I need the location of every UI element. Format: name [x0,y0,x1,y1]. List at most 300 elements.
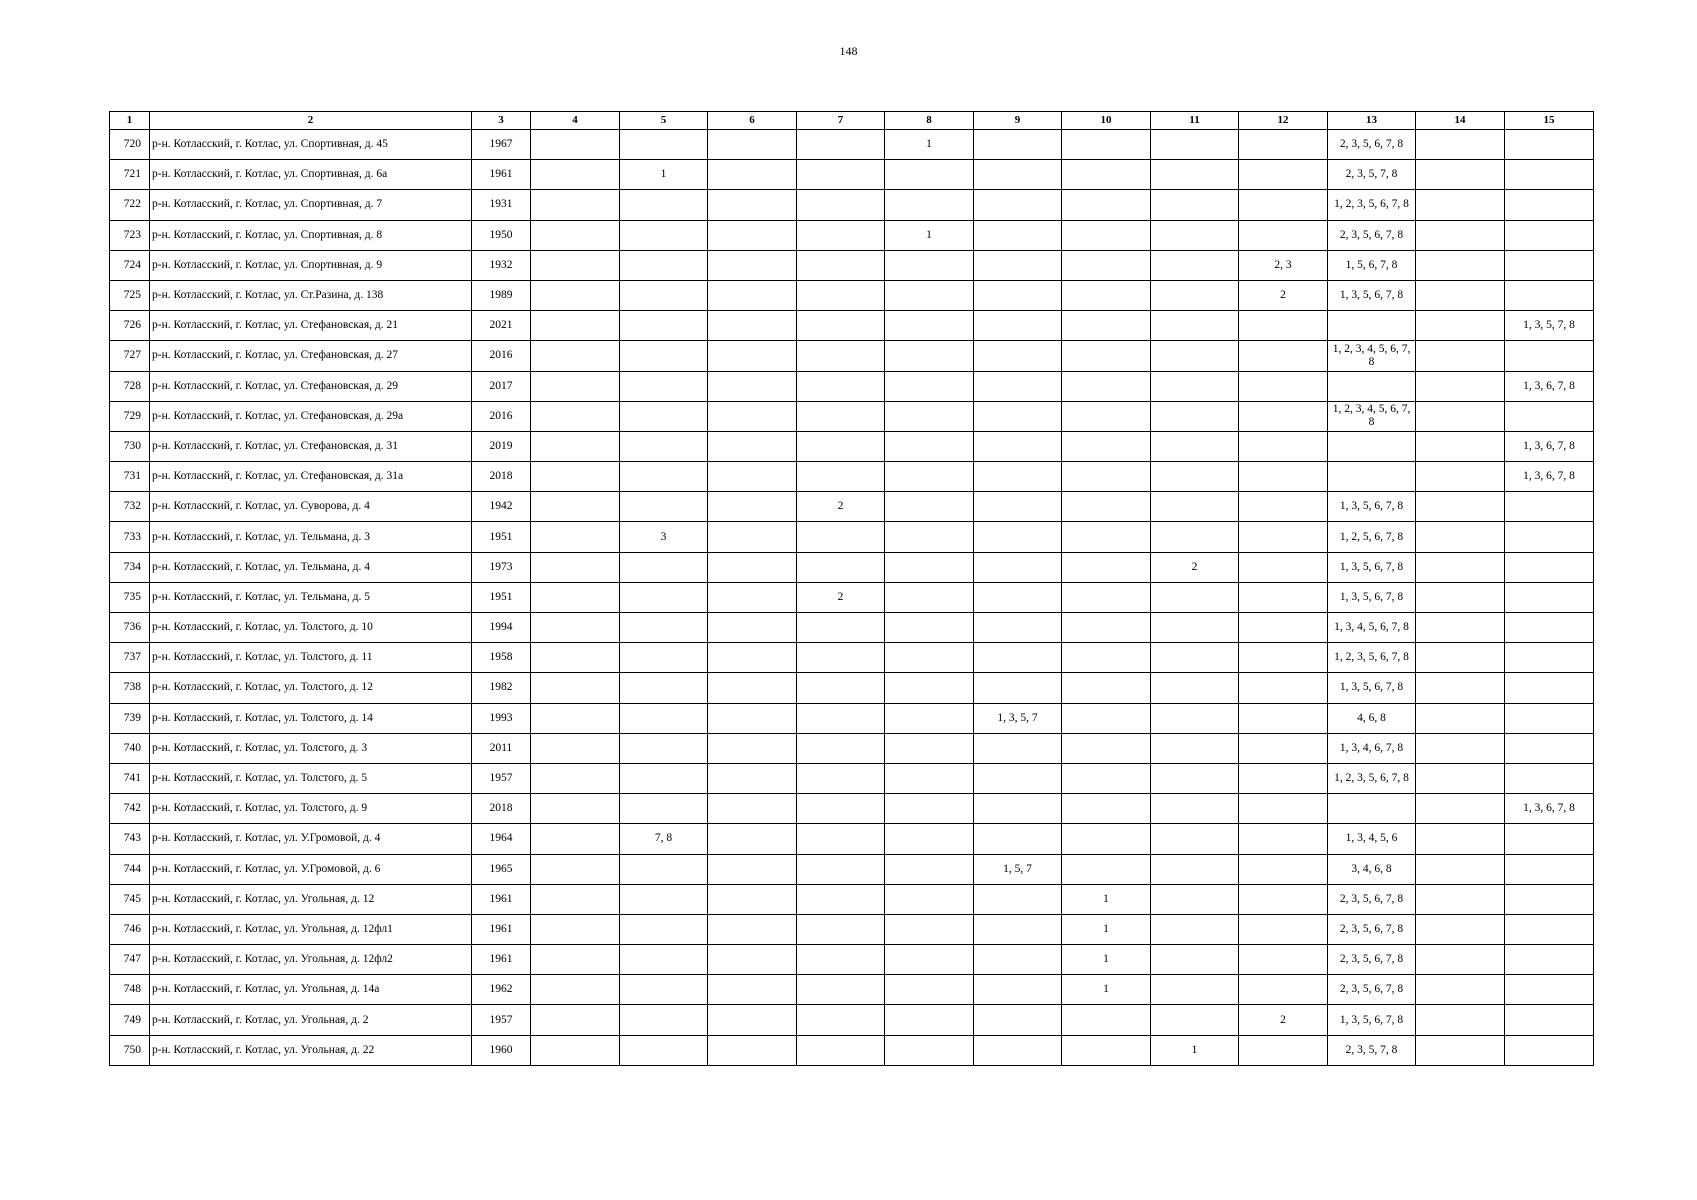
column-4-cell [531,220,620,250]
column-15-cell [1505,492,1594,522]
column-9-cell [974,371,1062,401]
column-10-cell [1062,1035,1151,1065]
column-15-cell [1505,824,1594,854]
row-number-cell: 733 [110,522,150,552]
column-4-cell [531,250,620,280]
column-6-cell [708,673,797,703]
column-7-cell [797,311,885,341]
year-cell: 1993 [472,703,531,733]
table-row [110,613,1594,643]
column-10-cell [1062,1005,1151,1035]
year-cell: 1967 [472,130,531,160]
column-7-cell [797,250,885,280]
year-cell: 1951 [472,522,531,552]
column-14-cell [1416,401,1505,431]
column-5-cell [620,975,708,1005]
column-7-cell [797,1035,885,1065]
row-number-cell: 726 [110,311,150,341]
row-number-cell: 727 [110,341,150,371]
column-9-cell [974,914,1062,944]
year-cell: 1965 [472,854,531,884]
row-number-cell: 723 [110,220,150,250]
column-9-cell [974,884,1062,914]
column-9-cell [974,462,1062,492]
page-number: 148 [839,44,858,58]
column-12-cell [1239,401,1328,431]
table-row [110,190,1594,220]
column-7-cell [797,703,885,733]
column-6-cell [708,220,797,250]
column-header-6: 6 [708,112,797,130]
column-header-13: 13 [1328,112,1416,130]
table-row [110,733,1594,763]
column-header-1: 1 [110,112,150,130]
column-12-cell [1239,763,1328,793]
column-6-cell [708,884,797,914]
row-number-cell: 750 [110,1035,150,1065]
column-4-cell [531,824,620,854]
table-row [110,1005,1594,1035]
column-6-cell [708,130,797,160]
column-11-cell [1151,250,1239,280]
column-11-cell [1151,824,1239,854]
column-4-cell [531,794,620,824]
column-6-cell [708,250,797,280]
column-12-cell [1239,733,1328,763]
column-13-cell: 1, 3, 4, 5, 6, 7, 8 [1328,613,1416,643]
year-cell: 1962 [472,975,531,1005]
column-13-cell: 2, 3, 5, 6, 7, 8 [1328,130,1416,160]
table-row [110,1035,1594,1065]
column-11-cell [1151,733,1239,763]
row-number-cell: 720 [110,130,150,160]
column-12-cell [1239,884,1328,914]
column-5-cell [620,401,708,431]
column-4-cell [531,190,620,220]
column-8-cell [885,1035,974,1065]
year-cell: 1958 [472,643,531,673]
row-number-cell: 728 [110,371,150,401]
column-9-cell [974,794,1062,824]
row-number-cell: 735 [110,582,150,612]
address-cell: р-н. Котласский, г. Котлас, ул. Толстого, д. 9 [150,794,472,824]
column-13-cell: 2, 3, 5, 7, 8 [1328,1035,1416,1065]
address-cell: р-н. Котласский, г. Котлас, ул. Толстого, д. 11 [150,643,472,673]
table-row [110,884,1594,914]
column-10-cell [1062,160,1151,190]
column-10-cell [1062,522,1151,552]
column-11-cell [1151,945,1239,975]
column-7-cell [797,280,885,310]
column-14-cell [1416,250,1505,280]
address-cell: р-н. Котласский, г. Котлас, ул. Спортивная, д. 9 [150,250,472,280]
column-8-cell [885,401,974,431]
column-14-cell [1416,220,1505,250]
year-cell: 1989 [472,280,531,310]
column-6-cell [708,703,797,733]
year-cell: 1957 [472,763,531,793]
header-row [110,112,1594,130]
table-row [110,763,1594,793]
column-12-cell [1239,311,1328,341]
column-12-cell [1239,945,1328,975]
column-9-cell [974,431,1062,461]
column-8-cell: 1 [885,220,974,250]
row-number-cell: 744 [110,854,150,884]
column-5-cell [620,794,708,824]
column-11-cell [1151,130,1239,160]
year-cell: 1957 [472,1005,531,1035]
column-11-cell [1151,462,1239,492]
column-15-cell [1505,945,1594,975]
column-4-cell [531,280,620,310]
column-14-cell [1416,794,1505,824]
column-4-cell [531,341,620,371]
column-9-cell [974,401,1062,431]
year-cell: 1932 [472,250,531,280]
column-15-cell [1505,401,1594,431]
column-11-cell [1151,401,1239,431]
column-14-cell [1416,1005,1505,1035]
table-row [110,914,1594,944]
row-number-cell: 732 [110,492,150,522]
column-13-cell: 2, 3, 5, 6, 7, 8 [1328,914,1416,944]
column-8-cell [885,975,974,1005]
address-cell: р-н. Котласский, г. Котлас, ул. Угольная, д. 12 [150,884,472,914]
column-13-cell: 1, 2, 5, 6, 7, 8 [1328,522,1416,552]
column-5-cell [620,492,708,522]
address-cell: р-н. Котласский, г. Котлас, ул. Суворова, д. 4 [150,492,472,522]
row-number-cell: 721 [110,160,150,190]
column-4-cell [531,311,620,341]
column-9-cell [974,763,1062,793]
column-10-cell [1062,492,1151,522]
column-13-cell [1328,371,1416,401]
column-8-cell [885,341,974,371]
table-row [110,582,1594,612]
housing-register-table [109,111,1594,1066]
column-10-cell [1062,824,1151,854]
column-13-cell: 1, 2, 3, 4, 5, 6, 7, 8 [1328,401,1416,431]
column-9-cell [974,945,1062,975]
column-11-cell [1151,311,1239,341]
column-5-cell [620,462,708,492]
row-number-cell: 746 [110,914,150,944]
column-15-cell [1505,763,1594,793]
column-header-4: 4 [531,112,620,130]
column-10-cell: 1 [1062,884,1151,914]
column-4-cell [531,733,620,763]
table-row [110,492,1594,522]
column-11-cell [1151,914,1239,944]
column-13-cell: 3, 4, 6, 8 [1328,854,1416,884]
column-6-cell [708,914,797,944]
column-14-cell [1416,763,1505,793]
column-12-cell [1239,462,1328,492]
year-cell: 2016 [472,401,531,431]
column-9-cell [974,220,1062,250]
column-13-cell: 1, 2, 3, 5, 6, 7, 8 [1328,643,1416,673]
column-15-cell: 1, 3, 6, 7, 8 [1505,462,1594,492]
column-9-cell: 1, 5, 7 [974,854,1062,884]
column-11-cell [1151,280,1239,310]
column-15-cell [1505,522,1594,552]
column-5-cell [620,763,708,793]
table-row [110,794,1594,824]
address-cell: р-н. Котласский, г. Котлас, ул. Толстого, д. 5 [150,763,472,793]
column-15-cell [1505,130,1594,160]
column-6-cell [708,371,797,401]
column-10-cell [1062,794,1151,824]
column-6-cell [708,733,797,763]
table-row [110,160,1594,190]
column-6-cell [708,1035,797,1065]
column-8-cell [885,884,974,914]
column-15-cell [1505,582,1594,612]
column-8-cell [885,552,974,582]
year-cell: 2019 [472,431,531,461]
column-12-cell [1239,975,1328,1005]
column-9-cell [974,643,1062,673]
column-13-cell [1328,462,1416,492]
column-7-cell [797,975,885,1005]
year-cell: 2017 [472,371,531,401]
column-13-cell [1328,431,1416,461]
column-10-cell [1062,371,1151,401]
column-5-cell: 7, 8 [620,824,708,854]
column-10-cell: 1 [1062,945,1151,975]
column-header-9: 9 [974,112,1062,130]
column-7-cell [797,220,885,250]
column-13-cell: 1, 3, 4, 5, 6 [1328,824,1416,854]
column-6-cell [708,462,797,492]
column-13-cell: 2, 3, 5, 6, 7, 8 [1328,884,1416,914]
column-5-cell [620,220,708,250]
column-12-cell [1239,552,1328,582]
column-14-cell [1416,582,1505,612]
row-number-cell: 730 [110,431,150,461]
column-5-cell [620,280,708,310]
column-13-cell: 2, 3, 5, 6, 7, 8 [1328,945,1416,975]
column-10-cell: 1 [1062,975,1151,1005]
table-row [110,311,1594,341]
column-5-cell [620,311,708,341]
year-cell: 1973 [472,552,531,582]
column-7-cell: 2 [797,492,885,522]
column-6-cell [708,763,797,793]
column-14-cell [1416,673,1505,703]
column-4-cell [531,1005,620,1035]
column-11-cell [1151,854,1239,884]
column-13-cell: 1, 3, 5, 6, 7, 8 [1328,673,1416,703]
column-9-cell: 1, 3, 5, 7 [974,703,1062,733]
column-14-cell [1416,431,1505,461]
table-row [110,945,1594,975]
column-11-cell [1151,613,1239,643]
column-6-cell [708,341,797,371]
year-cell: 1961 [472,160,531,190]
column-5-cell [620,1005,708,1035]
row-number-cell: 731 [110,462,150,492]
column-9-cell [974,552,1062,582]
column-12-cell [1239,130,1328,160]
column-7-cell [797,733,885,763]
column-15-cell [1505,703,1594,733]
column-5-cell: 1 [620,160,708,190]
column-5-cell [620,582,708,612]
column-7-cell [797,884,885,914]
column-13-cell: 2, 3, 5, 6, 7, 8 [1328,220,1416,250]
column-13-cell: 1, 3, 5, 6, 7, 8 [1328,280,1416,310]
table-row [110,522,1594,552]
year-cell: 1961 [472,914,531,944]
table-row [110,371,1594,401]
column-4-cell [531,401,620,431]
column-9-cell [974,130,1062,160]
column-11-cell [1151,160,1239,190]
row-number-cell: 740 [110,733,150,763]
column-15-cell [1505,854,1594,884]
column-12-cell: 2, 3 [1239,250,1328,280]
column-13-cell: 1, 3, 5, 6, 7, 8 [1328,582,1416,612]
column-5-cell [620,1035,708,1065]
address-cell: р-н. Котласский, г. Котлас, ул. Угольная, д. 12фл2 [150,945,472,975]
column-12-cell [1239,160,1328,190]
column-8-cell [885,643,974,673]
column-15-cell [1505,160,1594,190]
column-10-cell [1062,431,1151,461]
column-header-11: 11 [1151,112,1239,130]
year-cell: 1960 [472,1035,531,1065]
column-8-cell [885,462,974,492]
column-15-cell [1505,220,1594,250]
table-row [110,552,1594,582]
column-13-cell: 1, 2, 3, 4, 5, 6, 7, 8 [1328,341,1416,371]
column-10-cell [1062,401,1151,431]
column-header-8: 8 [885,112,974,130]
column-10-cell [1062,613,1151,643]
row-number-cell: 739 [110,703,150,733]
column-7-cell [797,763,885,793]
column-12-cell [1239,1035,1328,1065]
column-9-cell [974,733,1062,763]
column-4-cell [531,884,620,914]
column-5-cell [620,643,708,673]
column-header-3: 3 [472,112,531,130]
column-11-cell [1151,1005,1239,1035]
column-8-cell [885,492,974,522]
column-8-cell [885,582,974,612]
row-number-cell: 747 [110,945,150,975]
year-cell: 2018 [472,462,531,492]
year-cell: 2011 [472,733,531,763]
column-8-cell [885,945,974,975]
row-number-cell: 736 [110,613,150,643]
column-14-cell [1416,311,1505,341]
column-14-cell [1416,130,1505,160]
column-8-cell [885,703,974,733]
address-cell: р-н. Котласский, г. Котлас, ул. Стефановская, д. 29 [150,371,472,401]
column-14-cell [1416,945,1505,975]
column-8-cell [885,673,974,703]
column-5-cell [620,884,708,914]
address-cell: р-н. Котласский, г. Котлас, ул. Толстого, д. 10 [150,613,472,643]
column-8-cell [885,250,974,280]
column-12-cell [1239,220,1328,250]
column-12-cell [1239,643,1328,673]
column-13-cell: 1, 5, 6, 7, 8 [1328,250,1416,280]
column-4-cell [531,613,620,643]
column-7-cell [797,341,885,371]
row-number-cell: 737 [110,643,150,673]
row-number-cell: 724 [110,250,150,280]
column-9-cell [974,582,1062,612]
column-11-cell [1151,492,1239,522]
address-cell: р-н. Котласский, г. Котлас, ул. Угольная, д. 14а [150,975,472,1005]
address-cell: р-н. Котласский, г. Котлас, ул. Спортивная, д. 8 [150,220,472,250]
column-14-cell [1416,552,1505,582]
column-5-cell [620,190,708,220]
table-row [110,280,1594,310]
address-cell: р-н. Котласский, г. Котлас, ул. Стефановская, д. 31 [150,431,472,461]
column-15-cell: 1, 3, 5, 7, 8 [1505,311,1594,341]
column-14-cell [1416,884,1505,914]
column-15-cell [1505,552,1594,582]
column-5-cell [620,250,708,280]
column-7-cell [797,613,885,643]
column-5-cell [620,130,708,160]
column-5-cell [620,431,708,461]
column-11-cell [1151,673,1239,703]
table-body [110,130,1594,1066]
column-header-10: 10 [1062,112,1151,130]
address-cell: р-н. Котласский, г. Котлас, ул. Толстого, д. 14 [150,703,472,733]
column-4-cell [531,914,620,944]
column-15-cell [1505,884,1594,914]
column-4-cell [531,582,620,612]
column-9-cell [974,824,1062,854]
column-4-cell [531,522,620,552]
year-cell: 1942 [472,492,531,522]
column-9-cell [974,341,1062,371]
column-14-cell [1416,371,1505,401]
column-15-cell [1505,613,1594,643]
column-6-cell [708,190,797,220]
column-7-cell [797,1005,885,1035]
column-12-cell [1239,522,1328,552]
address-cell: р-н. Котласский, г. Котлас, ул. Спортивная, д. 45 [150,130,472,160]
column-10-cell [1062,733,1151,763]
column-6-cell [708,552,797,582]
address-cell: р-н. Котласский, г. Котлас, ул. Тельмана, д. 5 [150,582,472,612]
column-4-cell [531,130,620,160]
column-14-cell [1416,492,1505,522]
table-row [110,220,1594,250]
column-15-cell [1505,643,1594,673]
column-5-cell [620,552,708,582]
column-9-cell [974,1005,1062,1035]
column-5-cell [620,914,708,944]
column-15-cell: 1, 3, 6, 7, 8 [1505,371,1594,401]
column-11-cell [1151,431,1239,461]
column-14-cell [1416,1035,1505,1065]
column-10-cell [1062,190,1151,220]
column-10-cell [1062,854,1151,884]
column-7-cell [797,160,885,190]
column-5-cell [620,341,708,371]
row-number-cell: 734 [110,552,150,582]
column-7-cell [797,673,885,703]
